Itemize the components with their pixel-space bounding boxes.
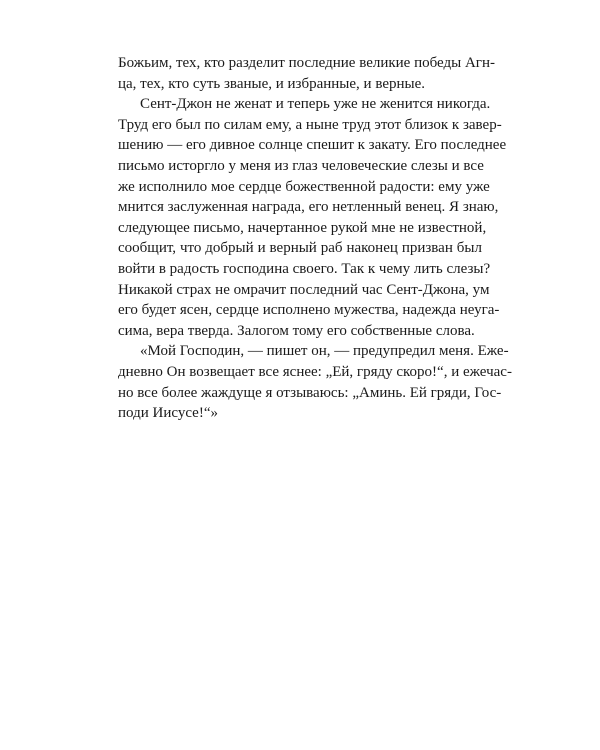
paragraph (118, 341, 512, 423)
text-line: Божьим, тех, кто разделит последние великие победы Агн- (118, 55, 495, 71)
text-line: поди Иисусе!“» (118, 405, 218, 422)
text-line: ца, тех, кто суть званые, и избранные, и верные. (118, 75, 425, 92)
text-line: сима, вера тверда. Залогом тому его собственные слова. (118, 322, 475, 339)
text-line: Сент-Джон не женат и теперь уже не женится никогда. (140, 96, 491, 113)
text-line: дневно Он возвещает все яснее: „Ей, гряду скоро!“, и ежечас- (118, 363, 512, 380)
text-line: войти в радость господина своего. Так к чему лить слезы? (118, 260, 491, 277)
text-line: письмо исторгло у меня из глаз человеческие слезы и все (118, 157, 484, 174)
text-line: его будет ясен, сердце исполнено мужества, надежда неуга- (118, 302, 500, 319)
text-line: следующее письмо, начертанное рукой мне не известной, (118, 219, 487, 236)
paragraph (118, 94, 507, 341)
text-line: мнится заслуженная награда, его нетленный венец. Я знаю, (118, 199, 499, 216)
paragraph (118, 53, 495, 94)
body-text (118, 53, 512, 424)
text-line: но все более жаждуще я отзываюсь: „Аминь. Ей гряди, Гос- (118, 384, 502, 401)
text-line: сообщит, что добрый и верный раб наконец призван был (118, 240, 482, 257)
text-line: Никакой страх не омрачит последний час Сент-Джона, ум (118, 281, 490, 298)
text-line: Труд его был по силам ему, а ныне труд этот близок к завер- (118, 116, 502, 133)
text-line: же исполнило мое сердце божественной радости: ему уже (118, 178, 490, 195)
text-line: шению — его дивное солнце спешит к закату. Его последнее (118, 137, 507, 154)
text-line: «Мой Господин, — пишет он, — предупредил меня. Еже- (140, 343, 509, 360)
